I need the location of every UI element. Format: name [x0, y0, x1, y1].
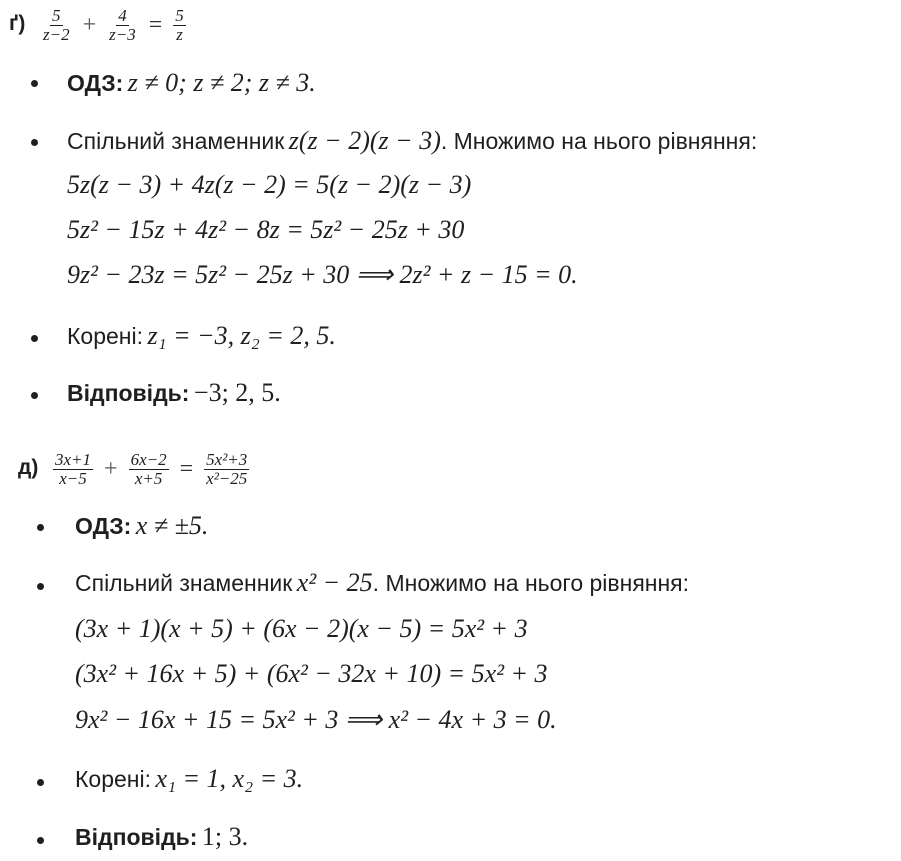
bullet-icon	[31, 392, 38, 399]
fraction: $\frac{4}{z-3}$	[109, 5, 136, 44]
bullet-icon	[37, 583, 44, 590]
roots-label: Корені:	[67, 323, 143, 349]
fraction: $\frac{\text{5x²+3}}{\text{x²−25}}$	[206, 449, 248, 488]
step-1: 5z(z − 3) + 4z(z − 2) = 5(z − 2)(z − 3)	[67, 170, 472, 199]
bullet-icon	[37, 524, 44, 531]
step-3: 9x² − 16x + 15 = 5x² + 3 ⟹ x² − 4x + 3 = 0.	[75, 705, 557, 734]
odz-value: x ≠ ±5.	[135, 511, 209, 540]
step-3: 9z² − 23z = 5z² − 25z + 30 ⟹ 2z² + z − 15 = 0.	[67, 260, 578, 289]
answer-line	[67, 378, 281, 408]
answer-value: −3; 2, 5.	[193, 378, 281, 407]
common-denominator-expr: z(z − 2)(z − 3)	[288, 126, 441, 155]
step-1: (3x + 1)(x + 5) + (6x − 2)(x − 5) = 5x² + 3	[75, 614, 528, 643]
fraction: $\frac{5}{z}$	[175, 5, 184, 44]
odz-label: ОДЗ:	[67, 70, 124, 96]
equals-operator: =	[179, 455, 194, 482]
common-denominator-line: Спільний знаменник z(z − 2)(z − 3). Множимо на нього рівняння:	[67, 126, 758, 155]
common-denominator-line: Спільний знаменник x² − 25. Множимо на нього рівняння:	[75, 568, 690, 597]
fraction: $\frac{5}{z-2}$	[43, 5, 70, 44]
equals-operator: =	[148, 11, 163, 38]
odz-value: z ≠ 0; z ≠ 2; z ≠ 3.	[127, 68, 316, 97]
section-g-equation	[38, 2, 189, 48]
section-d-equation	[50, 446, 252, 492]
common-denominator-expr: x² − 25	[296, 568, 373, 597]
odz-label: ОДЗ:	[75, 513, 132, 539]
step-2: (3x² + 16x + 5) + (6x² − 32x + 10) = 5x² + 3	[75, 659, 548, 688]
section-g-label: ґ)	[9, 12, 26, 35]
roots-value: x₁ = 1, x₂ = 3.	[155, 764, 304, 793]
odz-line	[67, 68, 316, 98]
section-d-label: д)	[18, 456, 39, 479]
odz-line	[75, 511, 208, 541]
bullet-icon	[31, 139, 38, 146]
bullet-icon	[37, 837, 44, 844]
plus-operator: +	[82, 11, 97, 38]
fraction: $\frac{3x+1}{x-5}$	[55, 449, 92, 488]
bullet-icon	[37, 779, 44, 786]
roots-line	[75, 764, 303, 794]
bullet-icon	[31, 80, 38, 87]
plus-operator: +	[104, 455, 118, 482]
answer-line	[75, 822, 248, 852]
bullet-icon	[31, 335, 38, 342]
roots-label: Корені:	[75, 766, 151, 792]
answer-label: Відповідь:	[67, 380, 190, 406]
roots-value: z₁ = −3, z₂ = 2, 5.	[147, 321, 336, 350]
roots-line	[67, 321, 336, 351]
fraction: $\frac{6x-2}{x+5}$	[130, 449, 167, 488]
answer-value: 1; 3.	[201, 822, 249, 851]
step-2: 5z² − 15z + 4z² − 8z = 5z² − 25z + 30	[67, 215, 465, 244]
answer-label: Відповідь:	[75, 824, 198, 850]
